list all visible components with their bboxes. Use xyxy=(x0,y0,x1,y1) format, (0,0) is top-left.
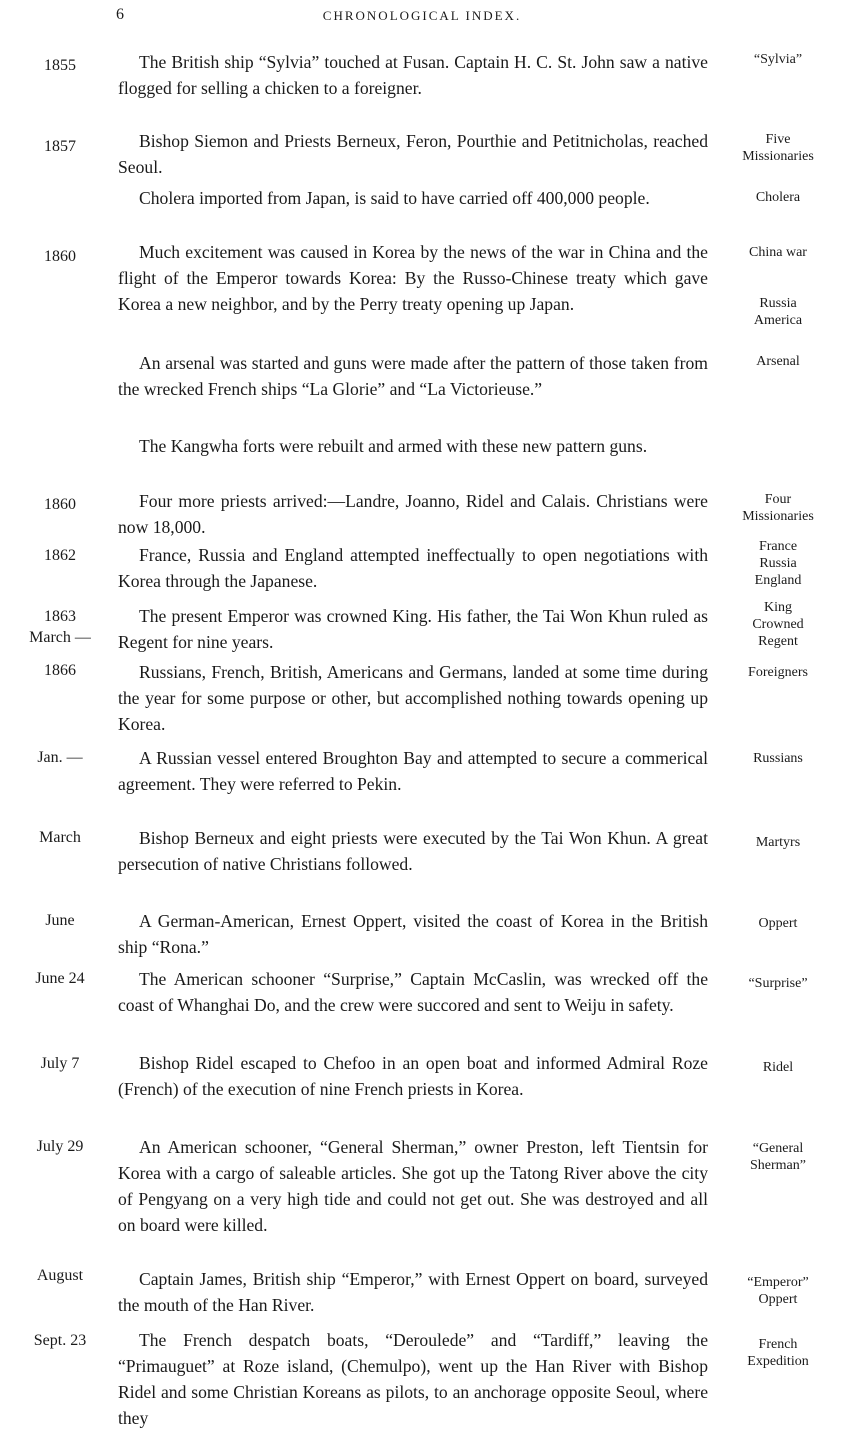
margin-note: King Crowned Regent xyxy=(752,600,804,649)
entry-date: March xyxy=(39,829,81,846)
entry-date: June 24 xyxy=(35,970,85,987)
entry-date: 1857 xyxy=(44,138,76,155)
margin-note: Arsenal xyxy=(756,354,800,369)
entry-text: A Russian vessel entered Broughton Bay and attempted to secure a commerical agreement. They were referred to Pekin. xyxy=(118,748,708,794)
entry-text: Four more priests arrived:—Landre, Joanno, Ridel and Calais. Christians were now 18,000. xyxy=(118,491,708,537)
margin-note: French Expedition xyxy=(747,1337,809,1369)
running-title: CHRONOLOGICAL INDEX. xyxy=(322,8,522,23)
entry-date: August xyxy=(36,1267,84,1284)
entry-text: Bishop Berneux and eight priests were executed by the Tai Won Khun. A great persecution of native Christians followed. xyxy=(118,828,708,874)
margin-note: “Sylvia” xyxy=(753,52,803,67)
margin-note: “Surprise” xyxy=(748,976,808,991)
entry-date: Sept. 23 xyxy=(33,1332,87,1349)
margin-note: France Russia England xyxy=(754,539,802,588)
margin-note: Martyrs xyxy=(755,835,801,850)
entry-text: Much excitement was caused in Korea by the news of the war in China and the flight of the Emperor towards Korea: By the Russo-Chinese treaty which gave Korea a new neighbor, and by the Perry treaty opening up Japan. xyxy=(118,242,708,314)
entry-date: 1855 xyxy=(44,57,76,74)
entry-date: 1862 xyxy=(44,547,76,564)
entry-text: The British ship “Sylvia” touched at Fusan. Captain H. C. St. John saw a native flogged for selling a chicken to a foreigner. xyxy=(118,52,708,98)
entry-text: France, Russia and England attempted ineffectually to open negotiations with Korea through the Japanese. xyxy=(118,545,708,591)
margin-note: “General Sherman” xyxy=(750,1141,806,1173)
entry-text: Russians, French, British, Americans and Germans, landed at some time during the year for some purpose or other, but accomplished nothing towards opening up Korea. xyxy=(118,662,708,734)
entry-text: The present Emperor was crowned King. His father, the Tai Won Khun ruled as Regent for nine years. xyxy=(118,606,708,652)
entry-text: Cholera imported from Japan, is said to have carried off 400,000 people. xyxy=(139,188,650,208)
entry-text: Captain James, British ship “Emperor,” with Ernest Oppert on board, surveyed the mouth of the Han River. xyxy=(118,1269,708,1315)
entry-date: Jan. — xyxy=(37,749,83,766)
margin-note: Oppert xyxy=(758,916,798,931)
entry-date: June xyxy=(45,912,75,929)
entry-date: 1860 xyxy=(44,496,76,513)
entry-date: 1860 xyxy=(44,248,76,265)
margin-note: Russia America xyxy=(753,296,803,328)
margin-note: Foreigners xyxy=(748,665,808,680)
entry-date: July 29 xyxy=(36,1138,84,1155)
entry-text: A German-American, Ernest Oppert, visited the coast of Korea in the British ship “Rona.” xyxy=(118,911,708,957)
margin-note: Ridel xyxy=(762,1060,794,1075)
margin-note: “Emperor” Oppert xyxy=(747,1275,809,1307)
margin-note: Cholera xyxy=(755,190,801,205)
margin-note: Four Missionaries xyxy=(742,492,814,524)
entry-date: 1866 xyxy=(44,662,76,679)
entry-text: The Kangwha forts were rebuilt and armed with these new pattern guns. xyxy=(139,436,648,456)
entry-text: Bishop Siemon and Priests Berneux, Feron, Pourthie and Petitnicholas, reached Seoul. xyxy=(118,131,708,177)
entry-date: July 7 xyxy=(40,1055,80,1072)
margin-note: China war xyxy=(749,245,807,260)
entry-date: 1863 March — xyxy=(29,608,91,646)
entry-text: Bishop Ridel escaped to Chefoo in an open boat and informed Admiral Roze (French) of the execution of nine French priests in Korea. xyxy=(118,1053,708,1099)
margin-note: Five Missionaries xyxy=(742,132,814,164)
page-header xyxy=(0,6,844,28)
entry-text: The American schooner “Surprise,” Captain McCaslin, was wrecked off the coast of Whanghai Do, and the crew were succored and sent to Weiju in safety. xyxy=(118,969,708,1015)
entry-text: An American schooner, “General Sherman,” owner Preston, left Tientsin for Korea with a cargo of saleable articles. She got up the Tatong River above the city of Pengyang on a very high tide and could not get out. She was destroyed and all on board were killed. xyxy=(118,1137,708,1235)
margin-note: Russians xyxy=(753,751,803,766)
entry-text: An arsenal was started and guns were made after the pattern of those taken from the wrecked French ships “La Glorie” and “La Victorieuse.” xyxy=(118,353,708,399)
page-number: 6 xyxy=(116,6,124,23)
entry-text: The French despatch boats, “Deroulede” and “Tardiff,” leaving the “Primauguet” at Roze island, (Chemulpo), went up the Han River with Bishop Ridel and some Christian Koreans as pilots, to an anchorage opposite Seoul, where they xyxy=(118,1330,708,1428)
